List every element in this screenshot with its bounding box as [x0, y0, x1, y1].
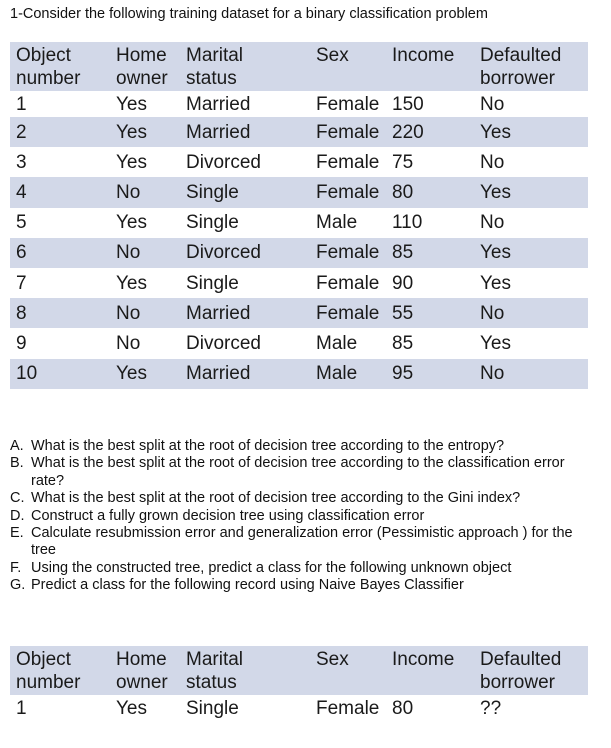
- query-record-body: [10, 646, 588, 721]
- header-label-line: owner: [116, 68, 168, 89]
- training-cell: Married: [180, 359, 310, 389]
- question-text: What is the best split at the root of decision tree according to the classification error rate?: [31, 455, 565, 489]
- problem-intro: 1-Consider the following training dataset for a binary classification problem: [10, 6, 488, 22]
- training-cell: No: [110, 298, 180, 328]
- header-label-line: status: [186, 672, 237, 693]
- header-label-line: Marital: [186, 45, 244, 66]
- header-label-line: status: [186, 68, 237, 89]
- training-cell: Female: [310, 117, 386, 147]
- question-item: [10, 438, 600, 455]
- training-cell: 85: [386, 328, 474, 358]
- query-cell: 1: [10, 695, 110, 721]
- training-cell: No: [474, 298, 588, 328]
- training-cell: 4: [10, 177, 110, 207]
- training-cell: Single: [180, 208, 310, 238]
- training-cell: 150: [386, 91, 474, 117]
- question-text: Construct a fully grown decision tree using classification error: [31, 507, 425, 524]
- question-letter: A.: [10, 438, 24, 454]
- question-list: [10, 438, 600, 595]
- training-cell: Single: [180, 268, 310, 298]
- training-cell: Male: [310, 359, 386, 389]
- training-row: [10, 238, 588, 268]
- training-cell: Single: [180, 177, 310, 207]
- training-header-cell: [10, 42, 110, 91]
- training-cell: 90: [386, 268, 474, 298]
- question-text: What is the best split at the root of decision tree according to the Gini index?: [31, 490, 521, 507]
- header-label-line: Object: [16, 649, 71, 670]
- header-label-line: Sex: [316, 649, 349, 670]
- header-label-line: Defaulted: [480, 45, 562, 66]
- training-cell: Divorced: [180, 328, 310, 358]
- training-cell: 80: [386, 177, 474, 207]
- training-cell: Married: [180, 91, 310, 117]
- training-cell: 1: [10, 91, 110, 117]
- training-cell: Divorced: [180, 238, 310, 268]
- training-cell: 220: [386, 117, 474, 147]
- query-header-cell: [310, 646, 386, 695]
- training-row: [10, 298, 588, 328]
- training-cell: No: [474, 208, 588, 238]
- training-cell: 75: [386, 147, 474, 177]
- training-cell: No: [474, 147, 588, 177]
- training-cell: Female: [310, 238, 386, 268]
- question-letter: G.: [10, 577, 26, 594]
- question-item: [10, 577, 600, 594]
- training-cell: Female: [310, 268, 386, 298]
- query-cell: 80: [386, 695, 474, 721]
- question-letter: B.: [10, 455, 24, 472]
- training-row: [10, 147, 588, 177]
- question-item: [10, 455, 600, 490]
- training-cell: No: [110, 328, 180, 358]
- query-cell: Female: [310, 695, 386, 721]
- question-item: [10, 560, 600, 577]
- training-cell: Yes: [110, 359, 180, 389]
- question-text: Calculate resubmission error and generalization error (Pessimistic approach ) for the tree: [31, 525, 573, 559]
- header-label-line: Object: [16, 45, 71, 66]
- training-cell: No: [474, 91, 588, 117]
- question-letter: C.: [10, 490, 25, 507]
- training-cell: 2: [10, 117, 110, 147]
- question-text: What is the best split at the root of decision tree according to the entropy?: [31, 438, 505, 454]
- training-cell: Yes: [110, 208, 180, 238]
- training-cell: 9: [10, 328, 110, 358]
- training-header-cell: [110, 42, 180, 91]
- training-cell: Divorced: [180, 147, 310, 177]
- training-row: [10, 268, 588, 298]
- training-cell: Female: [310, 298, 386, 328]
- training-cell: Yes: [474, 328, 588, 358]
- training-row: [10, 91, 588, 117]
- header-label-line: Home: [116, 45, 167, 66]
- training-row: [10, 177, 588, 207]
- header-label-line: number: [16, 672, 81, 693]
- training-row: [10, 328, 588, 358]
- training-row: [10, 208, 588, 238]
- training-cell: Yes: [474, 268, 588, 298]
- query-header-cell: [110, 646, 180, 695]
- training-header-cell: [386, 42, 474, 91]
- training-dataset-table: [10, 42, 588, 389]
- training-header-cell: [474, 42, 588, 91]
- training-cell: Yes: [110, 147, 180, 177]
- query-header-cell: [386, 646, 474, 695]
- query-cell: Single: [180, 695, 310, 721]
- training-cell: 110: [386, 208, 474, 238]
- training-cell: Yes: [474, 238, 588, 268]
- question-item: [10, 490, 600, 507]
- header-label-line: owner: [116, 672, 168, 693]
- training-cell: Female: [310, 91, 386, 117]
- training-cell: 10: [10, 359, 110, 389]
- training-cell: No: [110, 177, 180, 207]
- header-label-line: number: [16, 68, 81, 89]
- training-cell: 85: [386, 238, 474, 268]
- query-cell: Yes: [110, 695, 180, 721]
- question-item: [10, 525, 600, 560]
- header-label-line: borrower: [480, 68, 555, 89]
- training-cell: 8: [10, 298, 110, 328]
- header-label-line: Marital: [186, 649, 244, 670]
- query-header-cell: [180, 646, 310, 695]
- training-cell: 5: [10, 208, 110, 238]
- training-header-row: [10, 42, 588, 91]
- question-text: Predict a class for the following record using Naive Bayes Classifier: [31, 577, 464, 594]
- header-label-line: Home: [116, 649, 167, 670]
- query-row: [10, 695, 588, 721]
- header-label-line: Defaulted: [480, 649, 562, 670]
- question-letter: D.: [10, 507, 25, 524]
- training-row: [10, 117, 588, 147]
- training-header-cell: [310, 42, 386, 91]
- training-cell: 3: [10, 147, 110, 177]
- training-cell: Yes: [110, 268, 180, 298]
- training-dataset-body: [10, 42, 588, 389]
- training-cell: No: [110, 238, 180, 268]
- query-cell: ??: [474, 695, 588, 721]
- training-cell: Yes: [474, 177, 588, 207]
- header-label-line: Income: [392, 45, 455, 66]
- training-cell: No: [474, 359, 588, 389]
- training-cell: 7: [10, 268, 110, 298]
- training-cell: 6: [10, 238, 110, 268]
- query-header-row: [10, 646, 588, 695]
- query-header-cell: [474, 646, 588, 695]
- query-header-cell: [10, 646, 110, 695]
- header-label-line: borrower: [480, 672, 555, 693]
- question-item: [10, 508, 600, 525]
- training-row: [10, 359, 588, 389]
- training-cell: Male: [310, 328, 386, 358]
- training-cell: Female: [310, 177, 386, 207]
- training-cell: Married: [180, 117, 310, 147]
- training-cell: Married: [180, 298, 310, 328]
- header-label-line: Income: [392, 649, 455, 670]
- training-cell: Yes: [474, 117, 588, 147]
- question-letter: E.: [10, 525, 24, 542]
- training-cell: Yes: [110, 117, 180, 147]
- header-label-line: Sex: [316, 45, 349, 66]
- question-text: Using the constructed tree, predict a class for the following unknown object: [31, 559, 512, 576]
- query-record-table: [10, 646, 588, 721]
- training-cell: Yes: [110, 91, 180, 117]
- training-cell: 55: [386, 298, 474, 328]
- training-cell: Male: [310, 208, 386, 238]
- training-cell: 95: [386, 359, 474, 389]
- training-header-cell: [180, 42, 310, 91]
- training-cell: Female: [310, 147, 386, 177]
- question-letter: F.: [10, 559, 22, 576]
